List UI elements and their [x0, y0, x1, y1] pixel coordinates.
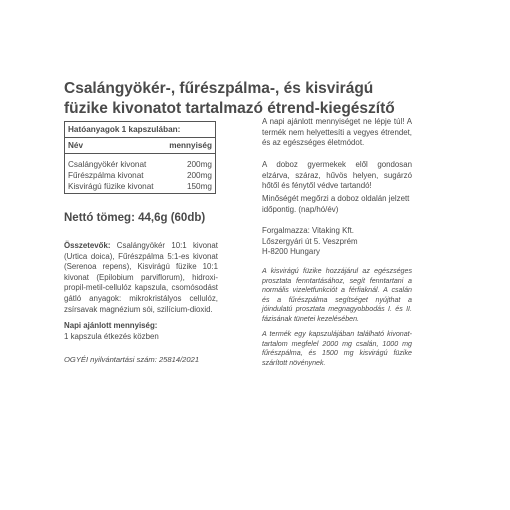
- daily-dose: [64, 321, 218, 342]
- extract-equivalence-note: A termék egy kapszulájában található kivonat-tartalom megfelel 2000 mg csalán, 1000 mg fűrészpálma, és 1500 mg kisvirágú füzike szárított növénynek.: [262, 330, 412, 367]
- registration-number: OGYÉI nyilvántartási szám: 25814/2021: [64, 355, 200, 364]
- active-ingredients-table: [64, 121, 216, 194]
- table-column-headers: [65, 138, 215, 154]
- table-row: [65, 159, 215, 170]
- table-header: Hatóanyagok 1 kapszulában:: [65, 122, 215, 138]
- daily-dose-label: Napi ajánlott mennyiség:: [64, 321, 158, 330]
- title-line-2: füzike kivonatot tartalmazó étrend-kiegészítő: [64, 100, 395, 117]
- ingredient-name: Fűrészpálma kivonat: [68, 171, 144, 180]
- warning-paragraph: A napi ajánlott mennyiséget ne lépje túl! A termék nem helyettesíti a vegyes étrendet, és az egészséges életmódot.: [262, 117, 412, 148]
- distributor-paragraph: [262, 226, 412, 258]
- storage-paragraph: A doboz gyermekek elől gondosan elzárva, száraz, hűvös helyen, sugárzó hőtől és fénytől védve tartandó!: [262, 160, 412, 191]
- ingredients-paragraph: [64, 241, 218, 315]
- health-claim-note: A kisvirágú füzike hozzájárul az egészséges prosztata fenntartásához, segít fenntartani a normális vizeletfunkciót a férfiaknál. A csalán és a fűrészpálma segítséget nyújthat a jóindulatú prosztata megnagyobbodás I. és II. fázisának tünetei kezelésében.: [262, 267, 412, 323]
- ingredient-qty: 150mg: [186, 182, 212, 191]
- column-name: Név: [68, 141, 84, 150]
- distributor-line-3: H-8200 Hungary: [262, 247, 320, 257]
- ingredient-qty: 200mg: [186, 160, 212, 169]
- distributor-line-1: Forgalmazza: Vitaking Kft.: [262, 226, 354, 235]
- ingredients-text: Csalángyökér 10:1 kivonat (Urtica doica), Fűrészpálma 5:1-es kivonat (Serenoa repens), Kisvirágú füzike 10:1 kivonat (Epilobium parviflorum), hidroxi-propil-metil-cellulóz kapszula, csomósodást gátló anyagok: mikrokristályos cellulóz, zsírsavak magnézium sói, szilícium-dioxid.: [64, 241, 218, 314]
- best-before-paragraph: Minőségét megőrzi a doboz oldalán jelzett időpontig. (nap/hó/év): [262, 194, 410, 214]
- ingredient-name: Csalángyökér kivonat: [68, 160, 147, 169]
- net-weight: Nettó tömeg: 44,6g (60db): [64, 212, 206, 224]
- daily-dose-text: 1 kapszula étkezés közben: [64, 331, 159, 341]
- distributor-line-2: Lőszergyári út 5. Veszprém: [262, 236, 358, 246]
- title-line-1: Csalángyökér-, fűrészpálma-, és kisvirágú: [64, 80, 374, 97]
- column-quantity: mennyiség: [169, 141, 212, 150]
- ingredients-label: Összetevők:: [64, 241, 111, 250]
- table-row: [65, 170, 215, 181]
- product-title: [64, 79, 464, 119]
- ingredient-qty: 200mg: [186, 171, 212, 180]
- table-row: [65, 181, 215, 192]
- ingredient-name: Kisvirágú füzike kivonat: [68, 182, 154, 191]
